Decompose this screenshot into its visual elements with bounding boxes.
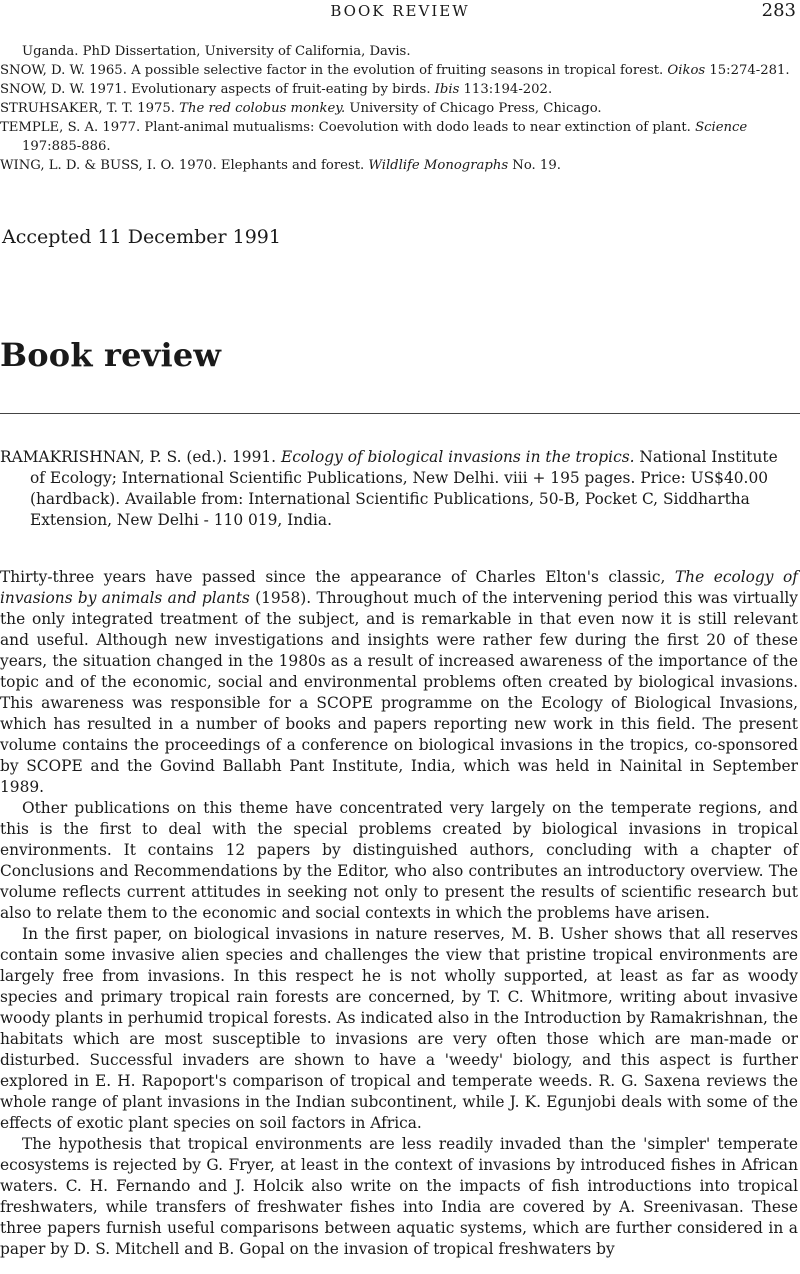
review-body [0, 567, 798, 1260]
reference-entry: STRUHSAKER, T. T. 1975. The red colobus monkey. University of Chicago Press, Chicago. [0, 101, 602, 116]
paragraph: Other publications on this theme have concentrated very largely on the temperate regions, and this is the first to deal with the special problems created by biological invasions in tropical environments. It contains 12 papers by distinguished authors, concluding with a chapter of Conclusions and Recommendations by the Editor, who also contributes an introductory overview. The volume reflects current attitudes in seeking not only to present the results of scientific research but also to relate them to the economic and social contexts in which the problems have arisen. [0, 799, 798, 922]
paragraph: In the first paper, on biological invasions in nature reserves, M. B. Usher shows that all reserves contain some invasive alien species and challenges the view that pristine tropical environments are largely free from invasions. In this respect he is not wholly supported, at least as far as woody species and primary tropical rain forests are concerned, by T. C. Whitmore, writing about invasive woody plants in perhumid tropical forests. As indicated also in the Introduction by Ramakrishnan, the habitats which are most susceptible to invasions are very often those which are man-made or disturbed. Successful invaders are shown to have a 'weedy' biology, and this aspect is further explored in E. H. Rapoport's comparison of tropical and temperate weeds. R. G. Saxena reviews the whole range of plant invasions in the Indian subcontinent, while J. K. Egunjobi deals with some of the effects of exotic plant species on soil factors in Africa. [0, 925, 798, 1132]
reference-list [0, 42, 796, 175]
reference-entry: Uganda. PhD Dissertation, University of California, Davis. [22, 44, 411, 59]
reference-entry: TEMPLE, S. A. 1977. Plant-animal mutualisms: Coevolution with dodo leads to near extinction of plant. Science 197:885-886. [0, 120, 748, 154]
divider [0, 413, 800, 414]
accepted-date: Accepted 11 December 1991 [2, 226, 281, 248]
page-header [0, 0, 800, 24]
running-title: BOOK REVIEW [330, 2, 470, 20]
section-title: Book review [0, 336, 222, 374]
book-citation: RAMAKRISHNAN, P. S. (ed.). 1991. Ecology of biological invasions in the tropics. National Institute of Ecology; International Scientific Publications, New Delhi. viii + 195 pages. Price: US$40.00 (hardback). Available from: International Scientific Publications, 50-B, Pocket C, Siddhartha Extension, New Delhi - 110 019, India. [0, 448, 778, 529]
reference-entry: SNOW, D. W. 1965. A possible selective factor in the evolution of fruiting seasons in tropical forest. Oikos 15:274-281. [0, 63, 790, 78]
paragraph: The hypothesis that tropical environments are less readily invaded than the 'simpler' temperate ecosystems is rejected by G. Fryer, at least in the context of invasions by introduced fishes in African waters. C. H. Fernando and J. Holcik also write on the impacts of fish introductions into tropical freshwaters, while transfers of freshwater fishes into India are covered by A. Sreenivasan. These three papers furnish useful comparisons between aquatic systems, which are further considered in a paper by D. S. Mitchell and B. Gopal on the invasion of tropical freshwaters by [0, 1135, 798, 1258]
page-number: 283 [761, 0, 796, 21]
paragraph: Thirty-three years have passed since the appearance of Charles Elton's classic, The ecology of invasions by animals and plants (1958). Throughout much of the intervening period this was virtually the only integrated treatment of the subject, and is remarkable in that even now it is still relevant and useful. Although new investigations and insights were rather few during the first 20 of these years, the situation changed in the 1980s as a result of increased awareness of the importance of the topic and of the economic, social and environmental problems often created by biological invasions. This awareness was responsible for a SCOPE programme on the Ecology of Biological Invasions, which has resulted in a number of books and papers reporting new work in this field. The present volume contains the proceedings of a conference on biological invasions in the tropics, co-sponsored by SCOPE and the Govind Ballabh Pant Institute, India, which was held in Nainital in September 1989. [0, 568, 798, 796]
reference-entry: WING, L. D. & BUSS, I. O. 1970. Elephants and forest. Wildlife Monographs No. 19. [0, 158, 561, 173]
reference-entry: SNOW, D. W. 1971. Evolutionary aspects of fruit-eating by birds. Ibis 113:194-202. [0, 82, 553, 97]
